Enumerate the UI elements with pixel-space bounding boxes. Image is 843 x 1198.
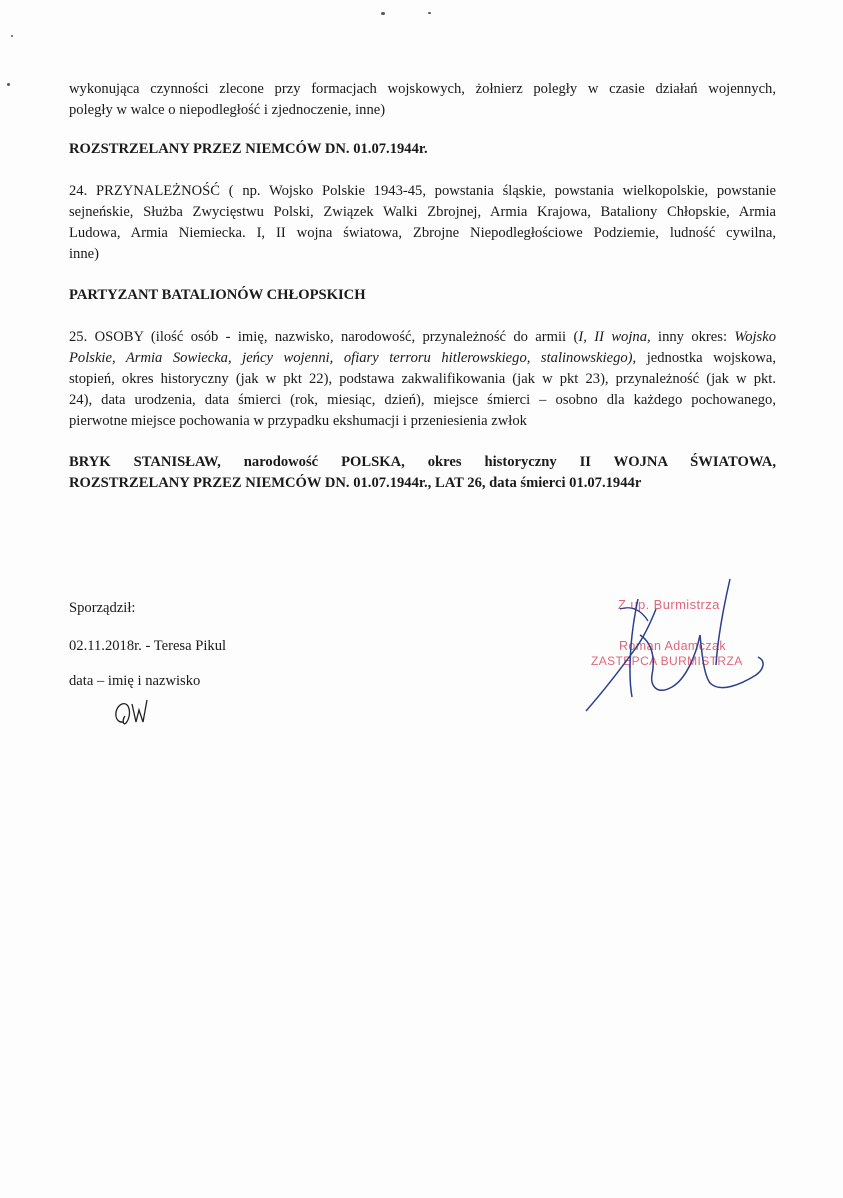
text-line: Ludowa, Armia Niemiecka. I, II wojna światowa, Zbrojne Niepodległościowe Podziemie, ludność cywilna,	[69, 225, 776, 241]
text-line: 24. PRZYNALEŻNOŚĆ ( np. Wojsko Polskie 1943-45, powstania śląskie, powstania wielkopolskie, powstanie	[69, 183, 776, 199]
answer-23	[69, 139, 776, 160]
text-line: sejneńskie, Służba Zwycięstwu Polski, Związek Walki Zbrojnej, Armia Krajowa, Bataliony Chłopskie, Armia	[69, 204, 776, 220]
text-run-italic: Wojsko	[734, 329, 777, 345]
answer-text: ROZSTRZELANY PRZEZ NIEMCÓW DN. 01.07.1944r.	[69, 141, 428, 157]
text-line: inne)	[69, 246, 99, 262]
answer-line: ROZSTRZELANY PRZEZ NIEMCÓW DN. 01.07.1944r., LAT 26, data śmierci 01.07.1944r	[69, 475, 642, 491]
prepared-date-name: 02.11.2018r. - Teresa Pikul	[69, 638, 227, 654]
text-line	[69, 348, 776, 369]
answer-24	[69, 285, 776, 306]
text-run: , jednostka wojskowa,	[632, 350, 776, 366]
stamp-line-3: ZASTĘPCA BURMISTRZA	[591, 654, 743, 668]
text-run-italic: Polskie, Armia Sowiecka, jeńcy wojenni, ofiary terroru hitlerowskiego, stalinowskiego)	[69, 350, 633, 366]
handwritten-signature	[580, 575, 770, 715]
text-line: pierwotne miejsce pochowania w przypadku ekshumacji i przeniesienia zwłok	[69, 413, 527, 429]
text-line: wykonująca czynności zlecone przy formacjach wojskowych, żołnierz poległy w czasie działań wojennych,	[69, 81, 776, 97]
prepared-by-label: Sporządził:	[69, 600, 136, 616]
initials-scribble	[110, 692, 154, 732]
scan-speck	[381, 12, 385, 15]
stamp-line-2: Roman Adamczak	[619, 639, 727, 653]
scan-speck	[428, 12, 431, 14]
scan-speck	[11, 35, 13, 37]
text-run: inny okres:	[650, 329, 735, 345]
answer-text: PARTYZANT BATALIONÓW CHŁOPSKICH	[69, 287, 366, 303]
text-run: 25. OSOBY (ilość osób - imię, nazwisko, narodowość, przynależność do armii (	[69, 329, 579, 345]
text-line: poległy w walce o niepodległość i zjednoczenie, inne)	[69, 102, 386, 118]
text-line: stopień, okres historyczny (jak w pkt 22), podstawa zakwalifikowania (jak w pkt 23), przynależność (jak w pkt.	[69, 371, 776, 387]
text-line: 24), data urodzenia, data śmierci (rok, miesiąc, dzień), miejsce śmierci – osobno dla każdego pochowanego,	[69, 392, 776, 408]
answer-line: BRYK STANISŁAW, narodowość POLSKA, okres historyczny II WOJNA ŚWIATOWA,	[69, 454, 776, 470]
scan-speck	[7, 83, 10, 86]
section-23-continuation	[69, 79, 776, 121]
text-line	[69, 327, 776, 348]
prepared-caption: data – imię i nazwisko	[69, 673, 201, 689]
text-run-italic: I, II wojna,	[578, 329, 651, 345]
answer-25	[69, 452, 776, 494]
section-24	[69, 181, 776, 265]
section-25	[69, 327, 776, 432]
stamp-line-1: Z up. Burmistrza	[618, 597, 720, 612]
